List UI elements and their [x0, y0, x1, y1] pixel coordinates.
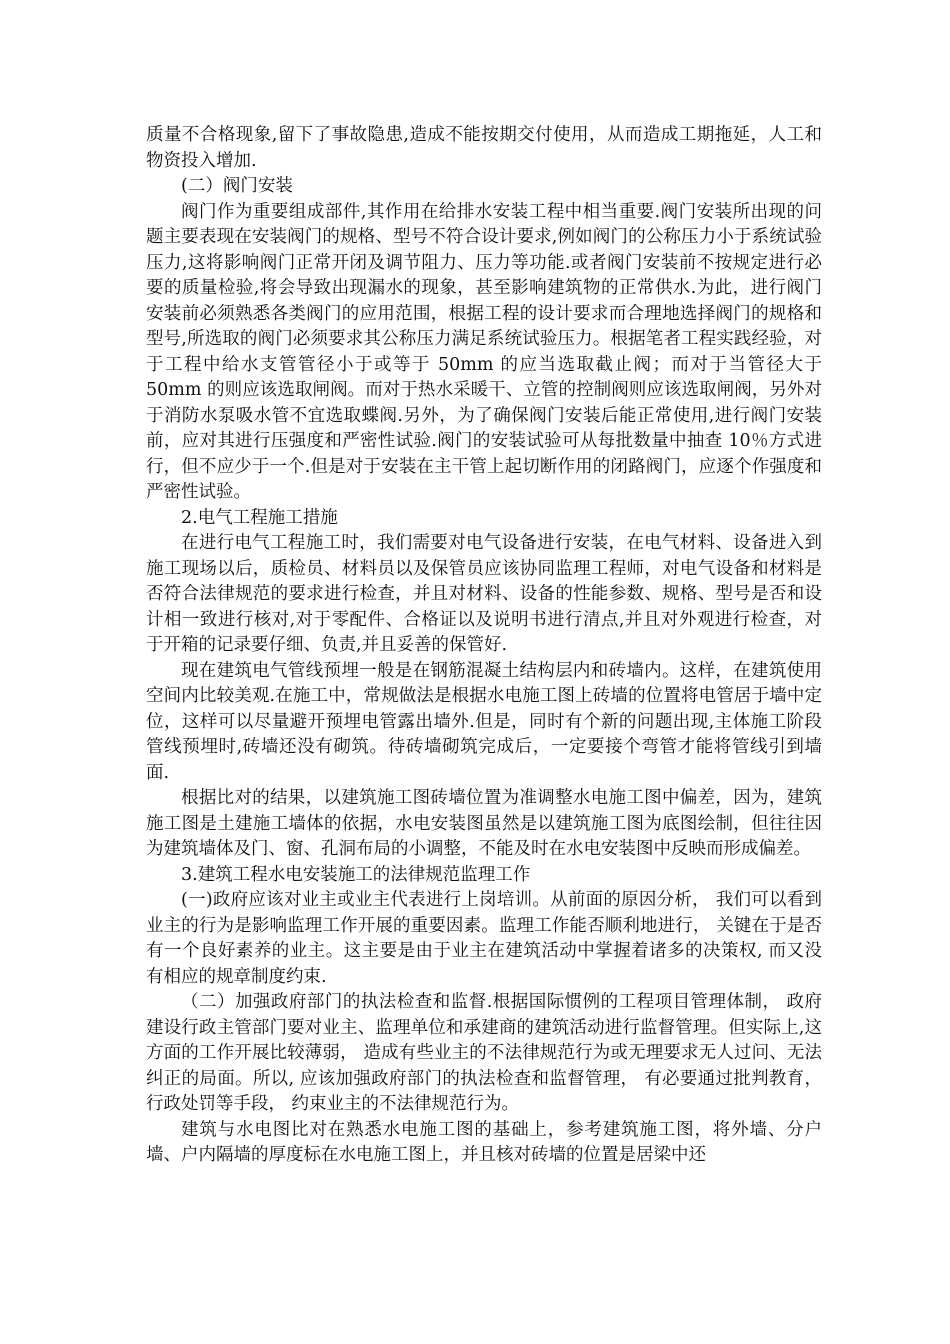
paragraph-owner-training: (一)政府应该对业主或业主代表进行上岗培训。从前面的原因分析， 我们可以看到业主的行为是影响监理工作开展的重要因素。监理工作能否顺利地进行， 关键在于是否有一个良好素养的业主。这主要是由于业主在建筑活动中掌握着诸多的决策权, 而又没有相应的规章制度约束. — [146, 890, 822, 987]
paragraph-electrical-equipment: 在进行电气工程施工时，我们需要对电气设备进行安装，在电气材料、设备进入到施工现场以后，质检员、材料员以及保管员应该协同监理工程师，对电气设备和材料是否符合法律规范的要求进行检查，并且对材料、设备的性能参数、规格、型号是否和设计相一致进行核对,对于零配件、合格证以及说明书进行清点,并且对外观进行检查，对于开箱的记录要仔细、负责,并且妥善的保管好. — [146, 533, 822, 655]
section-heading-valve-installation: (二）阀门安装 — [181, 176, 293, 196]
section-heading-supervision: 3.建筑工程水电安装施工的法律规范监理工作 — [181, 864, 531, 885]
section-heading-electrical-measures: 2.电气工程施工措施 — [181, 507, 338, 528]
paragraph-continued: 质量不合格现象,留下了事故隐患,造成不能按期交付使用，从而造成工期拖延，人工和物资投入增加. — [146, 125, 822, 171]
document-body — [146, 123, 822, 1169]
paragraph-government-supervision: （二）加强政府部门的执法检查和监督.根据国际惯例的工程项目管理体制， 政府建设行政主管部门要对业主、监理单位和承建商的建筑活动进行监督管理。但实际上,这方面的工作开展比较薄弱， 造成有些业主的不法律规范行为或无理要求无人过问、无法纠正的局面。所以, 应该加强政府部门的执法检查和监督管理， 有必要通过批判教育，行政处罚等手段， 约束业主的不法律规范行为。 — [146, 992, 822, 1114]
paragraph-drawing-check: 建筑与水电图比对在熟悉水电施工图的基础上，参考建筑施工图，将外墙、分户墙、户内隔墙的厚度标在水电施工图上，并且核对砖墙的位置是居梁中还 — [146, 1119, 822, 1165]
paragraph-conduit-embedding: 现在建筑电气管线预埋一般是在钢筋混凝土结构层内和砖墙内。这样，在建筑使用空间内比较美观.在施工中，常规做法是根据水电施工图上砖墙的位置将电管居于墙中定位，这样可以尽量避开预埋电管露出墙外.但是，同时有个新的问题出现,主体施工阶段管线预埋时,砖墙还没有砌筑。待砖墙砌筑完成后，一定要接个弯管才能将管线引到墙面. — [146, 660, 822, 783]
paragraph-valve-installation: 阀门作为重要组成部件,其作用在给排水安装工程中相当重要.阀门安装所出现的问题主要表现在安装阀门的规格、型号不符合设计要求,例如阀门的公称压力小于系统试验压力,这将影响阀门正常开闭及调节阻力、压力等功能.或者阀门安装前不按规定进行必要的质量检验,将会导致出现漏水的现象，甚至影响建筑物的正常供水.为此，进行阀门安装前必须熟悉各类阀门的应用范围，根据工程的设计要求而合理地选择阀门的规格和型号,所选取的阀门必须要求其公称压力满足系统试验压力。根据笔者工程实践经验，对于工程中给水支管管径小于或等于 50mm 的应当选取截止阀；而对于当管径大于 50mm 的则应该选取闸阀。而对于热水采暖干、立管的控制阀则应该选取闸阀，另外对于消防水泵吸水管不宜选取蝶阀.另外，为了确保阀门安装后能正常使用,进行阀门安装前，应对其进行压强度和严密性试验.阀门的安装试验可从每批数量中抽查 10％方式进行，但不应少于一个.但是对于安装在主干管上起切断作用的闭路阀门，应逐个作强度和严密性试验。 — [146, 201, 822, 502]
paragraph-drawing-comparison: 根据比对的结果，以建筑施工图砖墙位置为准调整水电施工图中偏差，因为，建筑施工图是土建施工墙体的依据，水电安装图虽然是以建筑施工图为底图绘制，但往往因为建筑墙体及门、窗、孔洞布局的小调整，不能及时在水电安装图中反映而形成偏差。 — [146, 788, 822, 859]
